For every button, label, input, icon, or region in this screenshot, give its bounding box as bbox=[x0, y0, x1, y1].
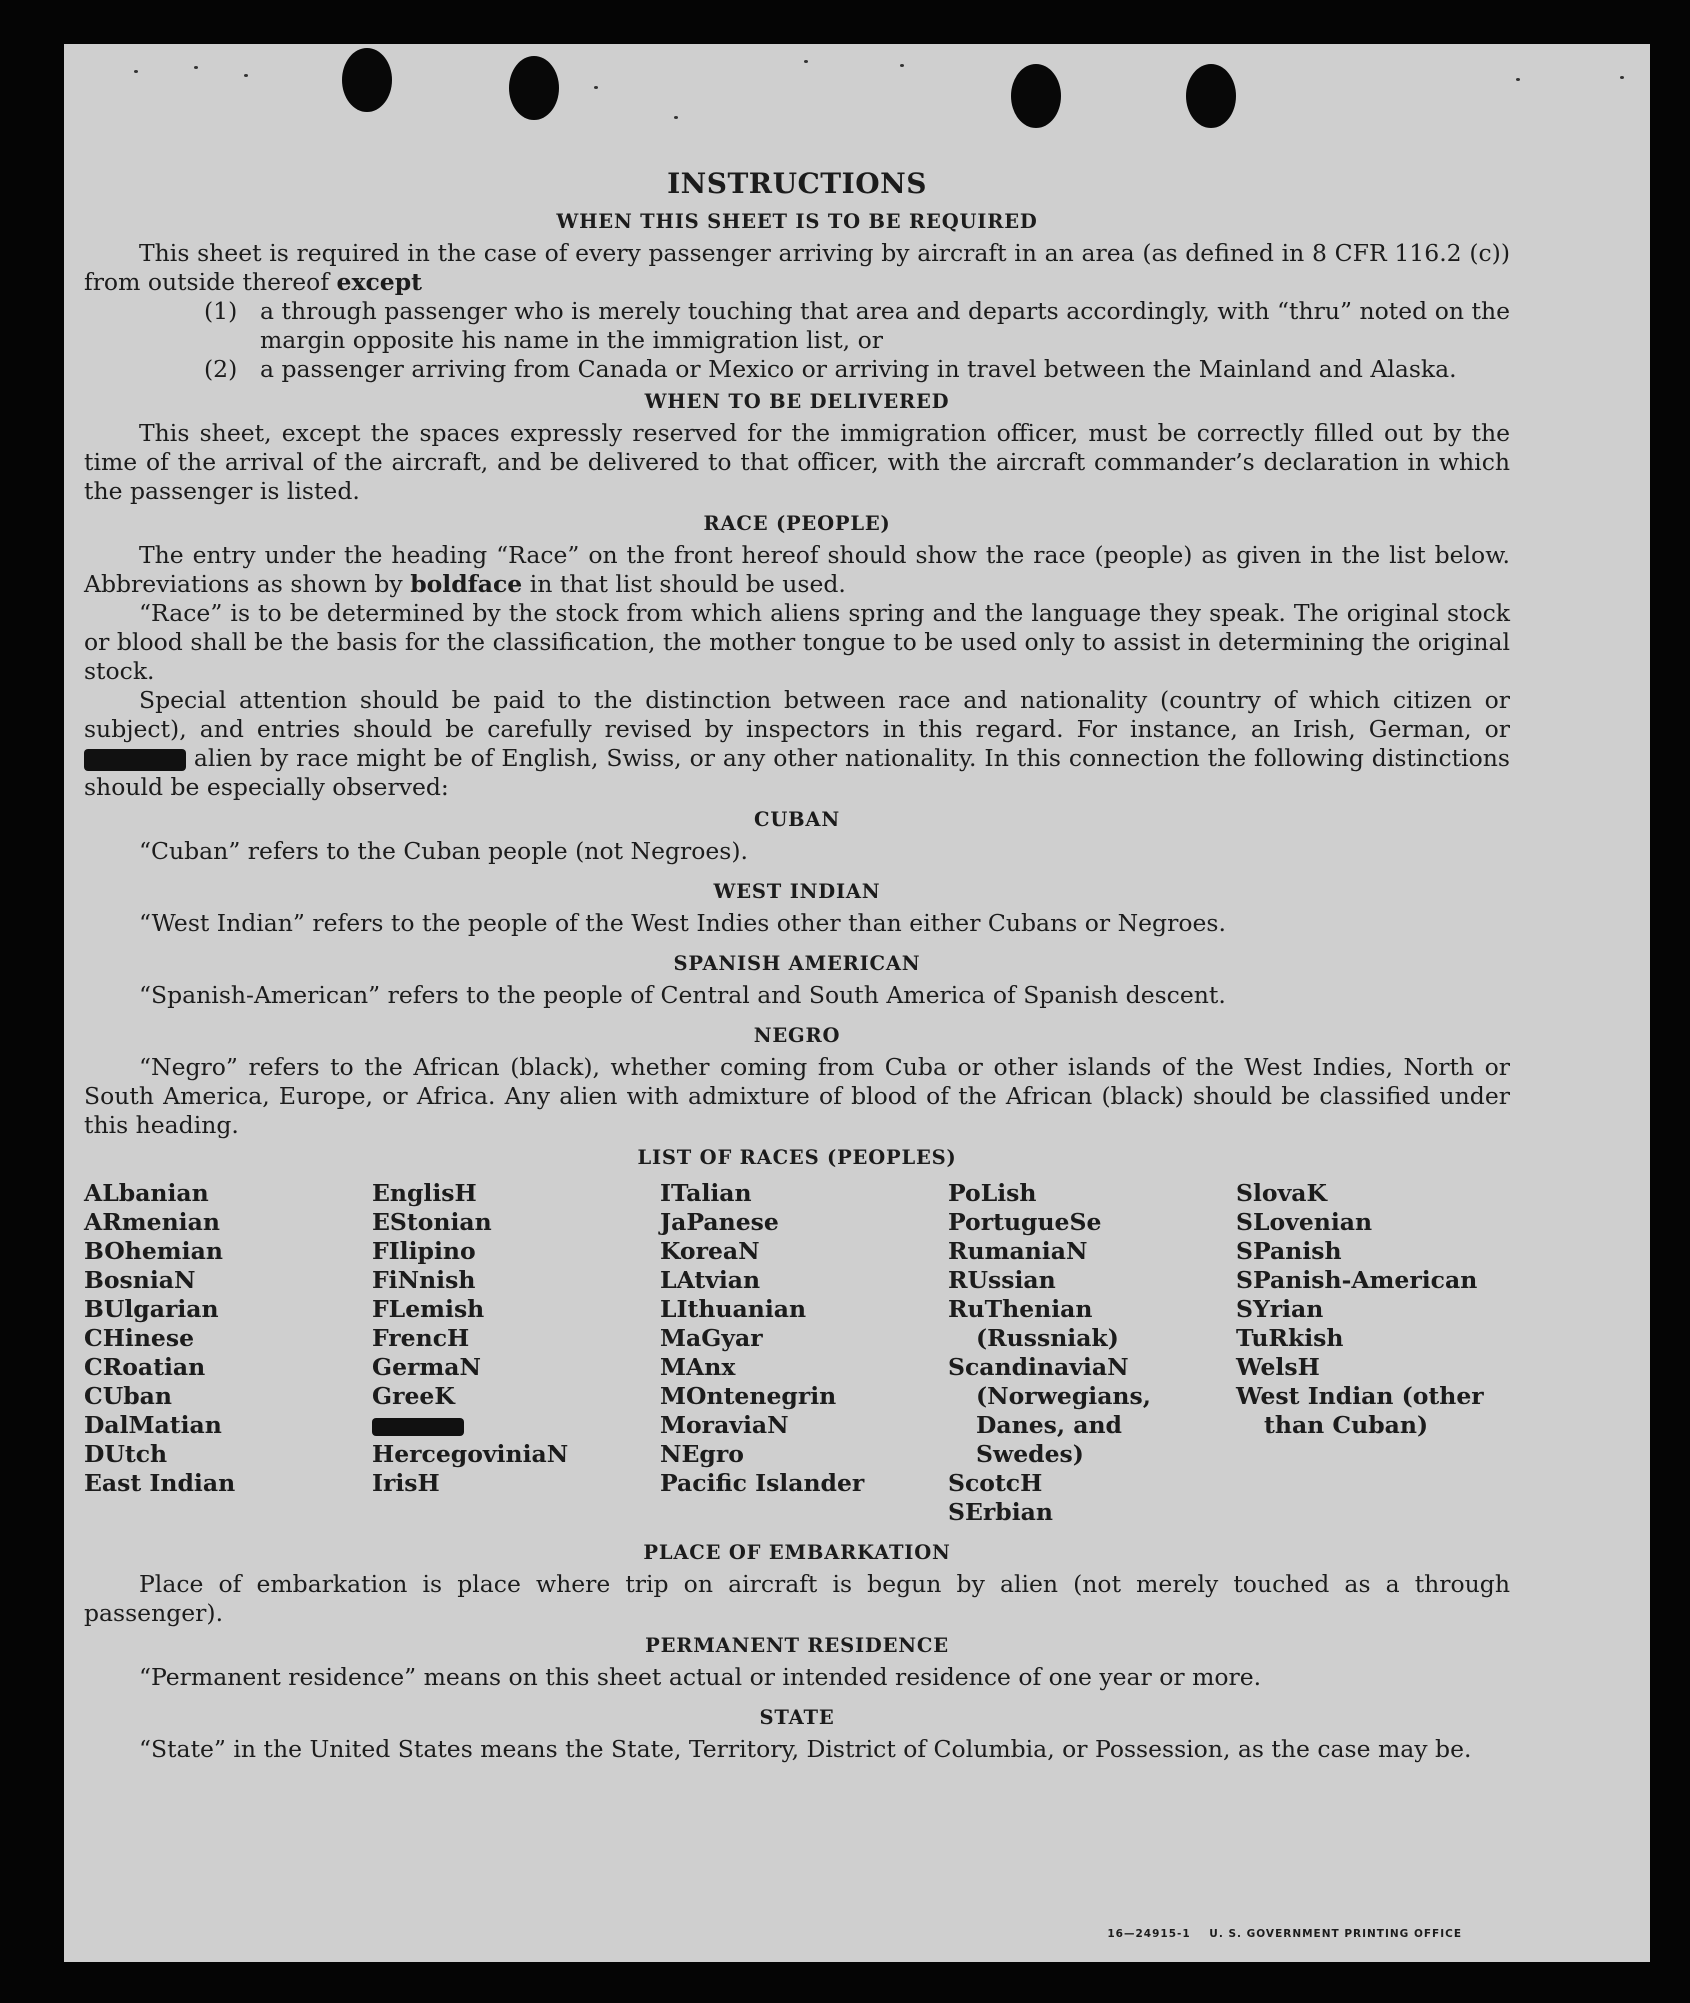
paragraph: “State” in the United States means the State, Territory, District of Columbia, or Possession, as the case may be. bbox=[139, 1735, 1472, 1763]
race-entry: BOhemian bbox=[84, 1237, 223, 1265]
text-span: alien by race might be of English, Swiss, or any other nationality. In this connection the following distinctions should be especially observed: bbox=[84, 744, 1510, 801]
paragraph: “Spanish-American” refers to the people of Central and South America of Spanish descent. bbox=[139, 981, 1226, 1009]
race-entry: FIlipino bbox=[372, 1237, 476, 1265]
race-entry: CUban bbox=[84, 1382, 172, 1410]
page-title: INSTRUCTIONS bbox=[667, 167, 927, 200]
race-entry: EnglisH bbox=[372, 1179, 477, 1207]
paragraph: “Permanent residence” means on this sheet actual or intended residence of one year or more. bbox=[139, 1663, 1262, 1691]
races-column bbox=[84, 1179, 372, 1527]
spacer bbox=[84, 1010, 1510, 1018]
section-heading: NEGRO bbox=[753, 1024, 841, 1047]
races-column bbox=[660, 1179, 948, 1527]
speck bbox=[194, 66, 198, 69]
exception-item bbox=[204, 355, 1510, 384]
section-heading: WEST INDIAN bbox=[713, 880, 881, 903]
race-entry: TuRkish bbox=[1236, 1324, 1344, 1352]
races-column bbox=[1236, 1179, 1524, 1527]
paragraph bbox=[84, 686, 1510, 802]
section-heading: PLACE OF EMBARKATION bbox=[643, 1541, 951, 1564]
punch-hole bbox=[509, 56, 559, 120]
section-heading: LIST OF RACES (PEOPLES) bbox=[637, 1146, 957, 1169]
race-entry: JaPanese bbox=[660, 1208, 779, 1236]
race-entry: PortugueSe bbox=[948, 1208, 1102, 1236]
section-heading: STATE bbox=[759, 1706, 835, 1729]
race-entry: RumaniaN bbox=[948, 1237, 1088, 1265]
race-entry: RuThenian (Russniak) bbox=[948, 1295, 1119, 1352]
redaction-mark bbox=[372, 1418, 464, 1436]
races-column bbox=[948, 1179, 1236, 1527]
paragraph: “Negro” refers to the African (black), whether coming from Cuba or other islands of the West Indies, North or South America, Europe, or Africa. Any alien with admixture of blood of the African (black) should be classified under this heading. bbox=[84, 1053, 1510, 1139]
exception-text: a through passenger who is merely touching that area and departs accordingly, with “thru” noted on the margin opposite his name in the immigration list, or bbox=[260, 297, 1510, 354]
races-column bbox=[372, 1179, 660, 1527]
text-span: Special attention should be paid to the distinction between race and nationality (country of which citizen or subject), and entries should be carefully revised by inspectors in this regard. For instance, an Irish, German, or bbox=[84, 686, 1510, 743]
race-entry: Pacific Islander bbox=[660, 1469, 865, 1497]
speck bbox=[1620, 76, 1624, 79]
paragraph: “Cuban” refers to the Cuban people (not Negroes). bbox=[139, 837, 749, 865]
exception-number: (2) bbox=[204, 355, 238, 383]
race-entry: SlovaK bbox=[1236, 1179, 1327, 1207]
race-entry: NEgro bbox=[660, 1440, 744, 1468]
printer-name: U. S. GOVERNMENT PRINTING OFFICE bbox=[1209, 1928, 1462, 1940]
race-entry: GreeK bbox=[372, 1382, 455, 1410]
race-entry: SPanish-American bbox=[1236, 1266, 1478, 1294]
section-heading: WHEN THIS SHEET IS TO BE REQUIRED bbox=[556, 210, 1038, 233]
races-list bbox=[84, 1179, 1510, 1527]
race-entry: DUtch bbox=[84, 1440, 168, 1468]
section-heading: RACE (PEOPLE) bbox=[703, 512, 891, 535]
race-entry: WelsH bbox=[1236, 1353, 1320, 1381]
form-number: 16—24915-1 bbox=[1107, 1928, 1191, 1940]
race-entry: SLovenian bbox=[1236, 1208, 1373, 1236]
race-entry: SPanish bbox=[1236, 1237, 1342, 1265]
paragraph: This sheet, except the spaces expressly reserved for the immigration officer, must be correctly filled out by the time of the arrival of the aircraft, and be delivered to that officer, with the aircraft commander’s declaration in which the passenger is listed. bbox=[84, 419, 1510, 505]
spacer bbox=[84, 1527, 1510, 1535]
race-entry: BosniaN bbox=[84, 1266, 196, 1294]
text-span: The entry under the heading “Race” on the front hereof should show the race (people) as given in the list below. Abbreviations as shown by bbox=[84, 541, 1510, 598]
race-entry: ALbanian bbox=[84, 1179, 209, 1207]
race-entry: FiNnish bbox=[372, 1266, 476, 1294]
punch-hole bbox=[1186, 64, 1236, 128]
race-entry: LAtvian bbox=[660, 1266, 761, 1294]
section-heading: PERMANENT RESIDENCE bbox=[645, 1634, 949, 1657]
spacer bbox=[84, 1692, 1510, 1700]
race-entry: MoraviaN bbox=[660, 1411, 789, 1439]
exception-item bbox=[204, 297, 1510, 355]
race-entry: FLemish bbox=[372, 1295, 485, 1323]
punch-hole bbox=[342, 48, 392, 112]
race-entry: EStonian bbox=[372, 1208, 492, 1236]
emphasis-text: boldface bbox=[410, 570, 523, 598]
race-entry: IrisH bbox=[372, 1469, 440, 1497]
speck bbox=[594, 86, 598, 89]
race-entry: RUssian bbox=[948, 1266, 1056, 1294]
text-span: This sheet is required in the case of every passenger arriving by aircraft in an area (as defined in 8 CFR 116.2 (c)) from outside thereof bbox=[84, 239, 1510, 296]
race-entry: GermaN bbox=[372, 1353, 481, 1381]
redaction-mark bbox=[84, 749, 186, 771]
race-entry: HercegoviniaN bbox=[372, 1440, 569, 1468]
paragraph: “West Indian” refers to the people of the West Indies other than either Cubans or Negroes. bbox=[139, 909, 1226, 937]
race-entry: MOntenegrin bbox=[660, 1382, 837, 1410]
exception-text: a passenger arriving from Canada or Mexico or arriving in travel between the Mainland and Alaska. bbox=[260, 355, 1457, 383]
race-entry: ITalian bbox=[660, 1179, 752, 1207]
race-entry: SErbian bbox=[948, 1498, 1053, 1526]
race-entry: MAnx bbox=[660, 1353, 736, 1381]
race-entry: KoreaN bbox=[660, 1237, 760, 1265]
race-entry: BUlgarian bbox=[84, 1295, 219, 1323]
race-entry: CRoatian bbox=[84, 1353, 206, 1381]
speck bbox=[244, 74, 248, 77]
race-entry: ARmenian bbox=[84, 1208, 220, 1236]
race-entry: MaGyar bbox=[660, 1324, 763, 1352]
printer-imprint bbox=[1107, 1928, 1462, 1940]
race-entry: FrencH bbox=[372, 1324, 470, 1352]
section-heading: CUBAN bbox=[754, 808, 840, 831]
text-span: in that list should be used. bbox=[529, 570, 846, 598]
race-entry: PoLish bbox=[948, 1179, 1037, 1207]
race-entry: SYrian bbox=[1236, 1295, 1324, 1323]
paragraph bbox=[84, 239, 1510, 297]
race-entry: ScandinaviaN (Norwegians, Danes, and Swedes) bbox=[948, 1353, 1151, 1468]
speck bbox=[674, 116, 678, 119]
document-page bbox=[64, 44, 1650, 1962]
speck bbox=[134, 70, 138, 73]
race-entry: ScotcH bbox=[948, 1469, 1043, 1497]
section-heading: SPANISH AMERICAN bbox=[673, 952, 921, 975]
instructions-body bbox=[84, 164, 1510, 1764]
race-entry: LIthuanian bbox=[660, 1295, 807, 1323]
race-entry: CHinese bbox=[84, 1324, 195, 1352]
spacer bbox=[84, 866, 1510, 874]
emphasis-text: except bbox=[336, 268, 423, 296]
paragraph: Place of embarkation is place where trip on aircraft is begun by alien (not merely touched as a through passenger). bbox=[84, 1570, 1510, 1627]
speck bbox=[900, 64, 904, 67]
punch-hole bbox=[1011, 64, 1061, 128]
exception-number: (1) bbox=[204, 297, 238, 325]
race-entry: West Indian (other than Cuban) bbox=[1236, 1382, 1484, 1439]
race-entry: DalMatian bbox=[84, 1411, 222, 1439]
speck bbox=[1516, 78, 1520, 81]
paragraph: “Race” is to be determined by the stock from which aliens spring and the language they speak. The original stock or blood shall be the basis for the classification, the mother tongue to be used only to assist in determining the original stock. bbox=[84, 599, 1510, 685]
speck bbox=[804, 60, 808, 63]
paragraph bbox=[84, 541, 1510, 599]
spacer bbox=[84, 938, 1510, 946]
race-entry-redacted bbox=[372, 1411, 660, 1440]
race-entry: East Indian bbox=[84, 1469, 236, 1497]
section-heading: WHEN TO BE DELIVERED bbox=[644, 390, 950, 413]
